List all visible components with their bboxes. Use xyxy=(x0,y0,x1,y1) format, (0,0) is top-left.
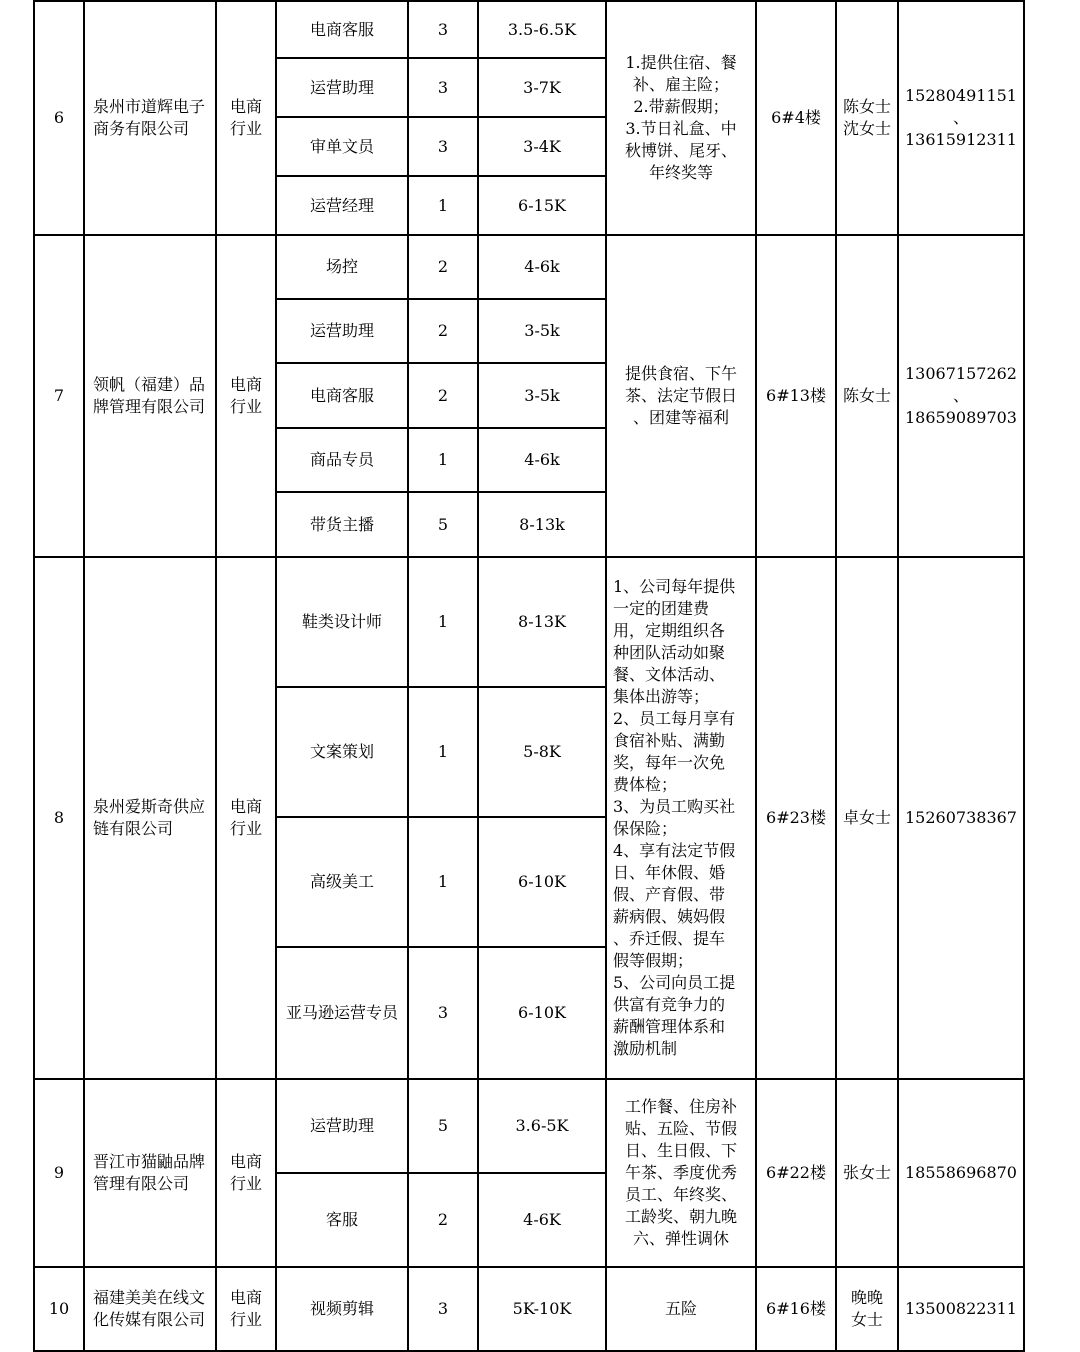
position-count: 1 xyxy=(408,817,478,947)
location: 6#22楼 xyxy=(756,1079,836,1267)
contact-person: 陈女士 xyxy=(836,235,898,557)
contact-person: 晚晚 女士 xyxy=(836,1267,898,1351)
position-count: 2 xyxy=(408,299,478,363)
position-salary: 8-13k xyxy=(478,492,606,557)
position-salary: 3-7K xyxy=(478,58,606,117)
position-title: 鞋类设计师 xyxy=(276,557,408,687)
recruitment-table xyxy=(33,0,1025,1352)
position-count: 2 xyxy=(408,1173,478,1267)
position-title: 带货主播 xyxy=(276,492,408,557)
position-salary: 8-13K xyxy=(478,557,606,687)
position-count: 3 xyxy=(408,947,478,1079)
industry: 电商 行业 xyxy=(216,557,276,1079)
benefits: 五险 xyxy=(606,1267,756,1351)
position-count: 5 xyxy=(408,492,478,557)
position-salary: 6-10K xyxy=(478,947,606,1079)
position-title: 运营经理 xyxy=(276,176,408,235)
table-row xyxy=(34,1,1024,58)
position-salary: 4-6K xyxy=(478,1173,606,1267)
position-title: 电商客服 xyxy=(276,363,408,428)
position-count: 1 xyxy=(408,687,478,817)
company-no: 6 xyxy=(34,1,84,235)
industry: 电商 行业 xyxy=(216,1,276,235)
table-row xyxy=(34,235,1024,299)
position-title: 审单文员 xyxy=(276,117,408,176)
position-count: 2 xyxy=(408,363,478,428)
industry: 电商 行业 xyxy=(216,235,276,557)
phone-number: 15280491151 、 13615912311 xyxy=(898,1,1024,235)
benefits: 1、公司每年提供 一定的团建费 用，定期组织各 种团队活动如聚 餐、文体活动、 集体出游等； 2、员工每月享有 食宿补贴、满勤 奖，每年一次免 费体检； 3、为员工购买社 保保险； 4、享有法定节假 日、年休假、婚 假、产育假、带 薪病假、姨妈假 、乔迁假、提车 假等假期； 5、公司向员工提 供富有竞争力的 薪酬管理体系和 激励机制 xyxy=(606,557,756,1079)
position-count: 3 xyxy=(408,58,478,117)
company-no: 8 xyxy=(34,557,84,1079)
industry: 电商 行业 xyxy=(216,1079,276,1267)
table-row xyxy=(34,1079,1024,1173)
benefits: 1.提供住宿、餐 补、雇主险； 2.带薪假期； 3.节日礼盒、中 秋博饼、尾牙、 年终奖等 xyxy=(606,1,756,235)
position-title: 高级美工 xyxy=(276,817,408,947)
position-salary: 4-6k xyxy=(478,428,606,492)
position-salary: 3.5-6.5K xyxy=(478,1,606,58)
position-salary: 5-8K xyxy=(478,687,606,817)
position-count: 5 xyxy=(408,1079,478,1173)
position-salary: 3-4K xyxy=(478,117,606,176)
phone-number: 13067157262 、 18659089703 xyxy=(898,235,1024,557)
company-no: 9 xyxy=(34,1079,84,1267)
position-salary: 3.6-5K xyxy=(478,1079,606,1173)
position-count: 1 xyxy=(408,176,478,235)
company-name: 泉州市道辉电子商务有限公司 xyxy=(84,1,216,235)
position-title: 运营助理 xyxy=(276,58,408,117)
position-title: 商品专员 xyxy=(276,428,408,492)
position-salary: 6-10K xyxy=(478,817,606,947)
location: 6#16楼 xyxy=(756,1267,836,1351)
contact-person: 张女士 xyxy=(836,1079,898,1267)
position-count: 1 xyxy=(408,557,478,687)
position-title: 亚马逊运营专员 xyxy=(276,947,408,1079)
table-row xyxy=(34,1267,1024,1351)
company-name: 领帆（福建）品牌管理有限公司 xyxy=(84,235,216,557)
position-count: 3 xyxy=(408,117,478,176)
phone-number: 18558696870 xyxy=(898,1079,1024,1267)
phone-number: 13500822311 xyxy=(898,1267,1024,1351)
position-salary: 6-15K xyxy=(478,176,606,235)
position-salary: 5K-10K xyxy=(478,1267,606,1351)
position-salary: 3-5k xyxy=(478,299,606,363)
position-count: 1 xyxy=(408,428,478,492)
position-title: 场控 xyxy=(276,235,408,299)
contact-person: 卓女士 xyxy=(836,557,898,1079)
position-title: 运营助理 xyxy=(276,299,408,363)
phone-number: 15260738367 xyxy=(898,557,1024,1079)
industry: 电商 行业 xyxy=(216,1267,276,1351)
position-title: 运营助理 xyxy=(276,1079,408,1173)
company-no: 10 xyxy=(34,1267,84,1351)
company-name: 晋江市猫鼬品牌管理有限公司 xyxy=(84,1079,216,1267)
company-name: 泉州爱斯奇供应链有限公司 xyxy=(84,557,216,1079)
contact-person: 陈女士 沈女士 xyxy=(836,1,898,235)
company-no: 7 xyxy=(34,235,84,557)
benefits: 提供食宿、下午 茶、法定节假日 、团建等福利 xyxy=(606,235,756,557)
job-table xyxy=(33,0,1025,1352)
position-title: 客服 xyxy=(276,1173,408,1267)
location: 6#4楼 xyxy=(756,1,836,235)
benefits: 工作餐、住房补 贴、五险、节假 日、生日假、下 午茶、季度优秀 员工、年终奖、 工龄奖、朝九晚 六、弹性调休 xyxy=(606,1079,756,1267)
position-count: 2 xyxy=(408,235,478,299)
location: 6#23楼 xyxy=(756,557,836,1079)
position-salary: 3-5k xyxy=(478,363,606,428)
location: 6#13楼 xyxy=(756,235,836,557)
position-salary: 4-6k xyxy=(478,235,606,299)
position-count: 3 xyxy=(408,1,478,58)
position-title: 电商客服 xyxy=(276,1,408,58)
position-title: 视频剪辑 xyxy=(276,1267,408,1351)
table-row xyxy=(34,557,1024,687)
position-title: 文案策划 xyxy=(276,687,408,817)
position-count: 3 xyxy=(408,1267,478,1351)
company-name: 福建美美在线文化传媒有限公司 xyxy=(84,1267,216,1351)
